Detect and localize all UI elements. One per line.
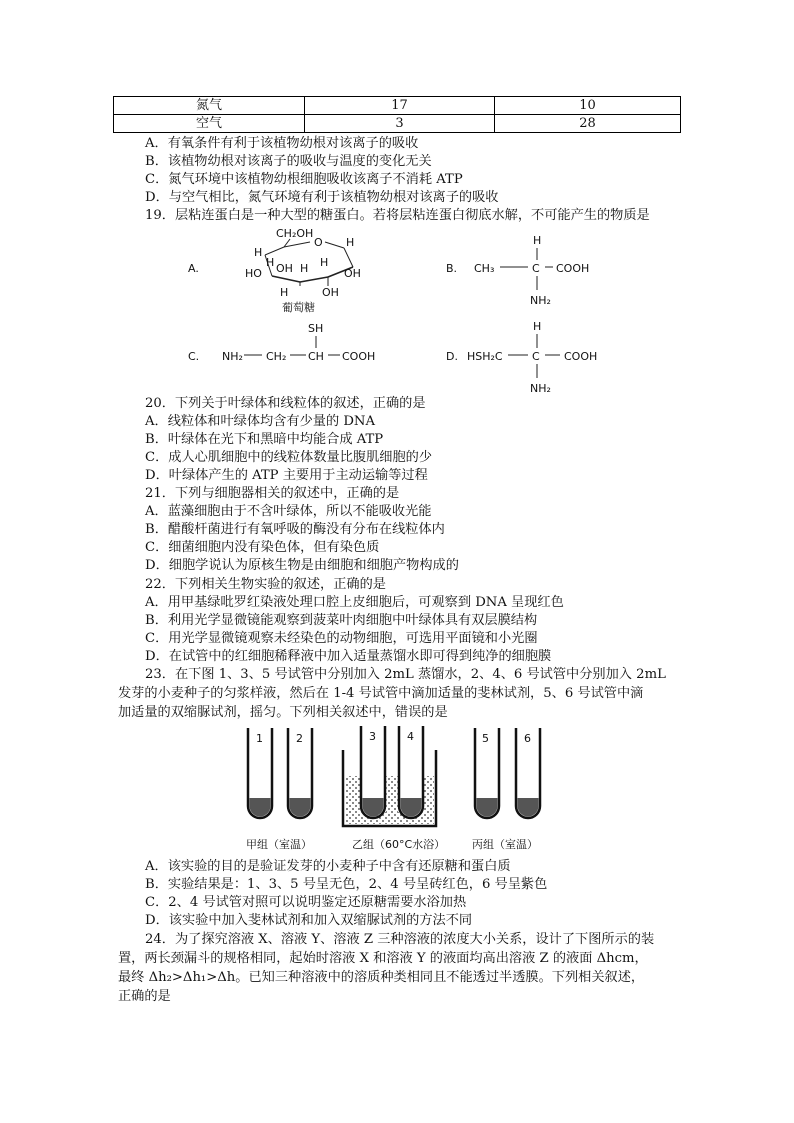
- glucose-name: 葡萄糖: [282, 301, 315, 314]
- glucose-h: H: [266, 256, 275, 269]
- b-ch3: CH₃: [474, 262, 495, 275]
- q23-option-c: C．2、4 号试管对照可以说明鉴定还原糖需要水浴加热: [145, 895, 467, 910]
- q23-option-b: B．实验结果是：1、3、5 号呈无色，2、4 号呈砖红色，6 号呈紫色: [145, 877, 548, 892]
- glucose-ring-o: O: [314, 236, 323, 249]
- table-cell: 28: [495, 115, 681, 133]
- q20-option-b: B．叶绿体在光下和黑暗中均能合成 ATP: [145, 432, 384, 447]
- group-label-c: 丙组（室温）: [472, 838, 538, 851]
- tube-number: 4: [407, 730, 414, 743]
- tube-number: 3: [369, 730, 376, 743]
- alanine-structure: [474, 234, 589, 307]
- q20-stem: 20．下列关于叶绿体和线粒体的叙述，正确的是: [145, 396, 426, 411]
- q21-option-b: B．醋酸杆菌进行有氧呼吸的酶没有分布在线粒体内: [145, 522, 445, 537]
- test-tube-1: [248, 728, 272, 818]
- q18-option-d: D．与空气相比，氮气环境有利于该植物幼根对该离子的吸收: [145, 190, 499, 205]
- option-b-label: B.: [446, 262, 458, 275]
- tube-number: 1: [256, 732, 263, 745]
- c-nh2: NH₂: [222, 350, 243, 363]
- glucose-ho: HO: [245, 267, 262, 280]
- q23-option-a: A．该实验的目的是验证发芽的小麦种子中含有还原糖和蛋白质: [145, 859, 511, 874]
- b-nh2: NH₂: [530, 294, 551, 307]
- q18-option-c: C．氮气环境中该植物幼根细胞吸收该离子不消耗 ATP: [145, 172, 463, 187]
- c-ch2: CH₂: [266, 350, 287, 363]
- q24-stem-line-3: 最终 Δh₂>Δh₁>Δh。已知三种溶液中的溶质种类相同且不能透过半透膜。下列相关叙述，: [118, 970, 645, 985]
- d-hsh2c: HSH₂C: [467, 350, 503, 363]
- glucose-ch2oh: CH₂OH: [276, 227, 314, 240]
- q21-stem: 21．下列与细胞器相关的叙述中，正确的是: [145, 486, 400, 501]
- test-tube-4: [398, 726, 424, 818]
- ion-absorption-table: [113, 96, 681, 133]
- c-sh: SH: [308, 322, 324, 335]
- glucose-h: H: [254, 246, 263, 259]
- table-row: [114, 115, 681, 133]
- option-a-label: A.: [188, 262, 199, 275]
- q24-stem-line-2: 置，两长颈漏斗的规格相同，起始时溶液 X 和溶液 Y 的液面均高出溶液 Z 的液面 Δhcm，: [118, 951, 648, 966]
- q20-option-c: C．成人心肌细胞中的线粒体数量比腹肌细胞的少: [145, 450, 433, 465]
- glucose-oh: OH: [276, 262, 293, 275]
- q24-stem-line-4: 正确的是: [118, 989, 171, 1004]
- d-h: H: [533, 320, 542, 333]
- tube-number: 5: [482, 732, 489, 745]
- group-label-b: 乙组（60°C水浴）: [352, 838, 446, 851]
- glucose-h: H: [280, 286, 289, 299]
- table-row: [114, 97, 681, 115]
- table-cell: 氮气: [114, 97, 305, 115]
- test-tube-6: [516, 728, 540, 818]
- b-c: C: [532, 262, 540, 275]
- glucose-h: H: [346, 236, 355, 249]
- test-tube-figure: [0, 720, 794, 860]
- c-ch: CH: [308, 350, 324, 363]
- tube-number: 2: [296, 732, 303, 745]
- option-d-label: D.: [446, 350, 458, 363]
- b-h: H: [533, 234, 542, 247]
- q23-stem-line-2: 发芽的小麦种子的匀浆样液，然后在 1-4 号试管中滴加适量的斐林试剂，5、6 号试管中滴: [118, 686, 644, 701]
- d-cooh: COOH: [564, 350, 598, 363]
- q18-option-a: A．有氧条件有利于该植物幼根对该离子的吸收: [145, 136, 419, 151]
- q18-option-b: B．该植物幼根对该离子的吸收与温度的变化无关: [145, 154, 432, 169]
- d-c: C: [532, 350, 540, 363]
- d-nh2: NH₂: [530, 382, 551, 395]
- q22-option-a: A．用甲基绿吡罗红染液处理口腔上皮细胞后，可观察到 DNA 呈现红色: [145, 595, 564, 610]
- q23-option-d: D．该实验中加入斐林试剂和加入双缩脲试剂的方法不同: [145, 913, 473, 928]
- group-label-a: 甲组（室温）: [246, 838, 312, 851]
- q24-stem-line-1: 24．为了探究溶液 X、溶液 Y、溶液 Z 三种溶液的浓度大小关系，设计了下图所示的装: [145, 932, 655, 947]
- q22-stem: 22．下列相关生物实验的叙述，正确的是: [145, 577, 386, 592]
- tube-number: 6: [524, 732, 531, 745]
- q19-structures-figure: [0, 222, 794, 402]
- glucose-structure: [245, 227, 361, 314]
- table-cell: 空气: [114, 115, 305, 133]
- q22-option-c: C．用光学显微镜观察未经染色的动物细胞，可选用平面镜和小光圈: [145, 631, 538, 646]
- test-tube-5: [475, 728, 499, 818]
- c-cooh: COOH: [342, 350, 376, 363]
- glucose-oh: OH: [344, 267, 361, 280]
- q22-option-b: B．利用光学显微镜能观察到菠菜叶肉细胞中叶绿体具有双层膜结构: [145, 613, 538, 628]
- c-structure: [222, 322, 375, 363]
- test-tube-3: [360, 726, 386, 818]
- q20-option-a: A．线粒体和叶绿体均含有少量的 DNA: [145, 414, 375, 429]
- q23-stem-line-3: 加适量的双缩脲试剂，摇匀。下列相关叙述中，错误的是: [118, 705, 448, 720]
- table-cell: 3: [305, 115, 495, 133]
- q21-option-a: A．蓝藻细胞由于不含叶绿体，所以不能吸收光能: [145, 504, 432, 519]
- q23-stem-line-1: 23．在下图 1、3、5 号试管中分别加入 2mL 蒸馏水，2、4、6 号试管中分别加入 2mL: [145, 667, 666, 682]
- b-cooh: COOH: [556, 262, 590, 275]
- d-structure: [467, 320, 597, 395]
- table-cell: 10: [495, 97, 681, 115]
- glucose-h: H: [300, 262, 309, 275]
- q19-stem: 19．层粘连蛋白是一种大型的糖蛋白。若将层粘连蛋白彻底水解，不可能产生的物质是: [145, 208, 650, 223]
- test-tube-2: [288, 728, 312, 818]
- q21-option-d: D．细胞学说认为原核生物是由细胞和细胞产物构成的: [145, 558, 459, 573]
- q22-option-d: D．在试管中的红细胞稀释液中加入适量蒸馏水即可得到纯净的细胞膜: [145, 649, 552, 664]
- glucose-oh: OH: [322, 286, 339, 299]
- table-cell: 17: [305, 97, 495, 115]
- q20-option-d: D．叶绿体产生的 ATP 主要用于主动运输等过程: [145, 468, 428, 483]
- option-c-label: C.: [188, 350, 200, 363]
- q21-option-c: C．细菌细胞内没有染色体，但有染色质: [145, 540, 380, 555]
- glucose-h: H: [320, 256, 329, 269]
